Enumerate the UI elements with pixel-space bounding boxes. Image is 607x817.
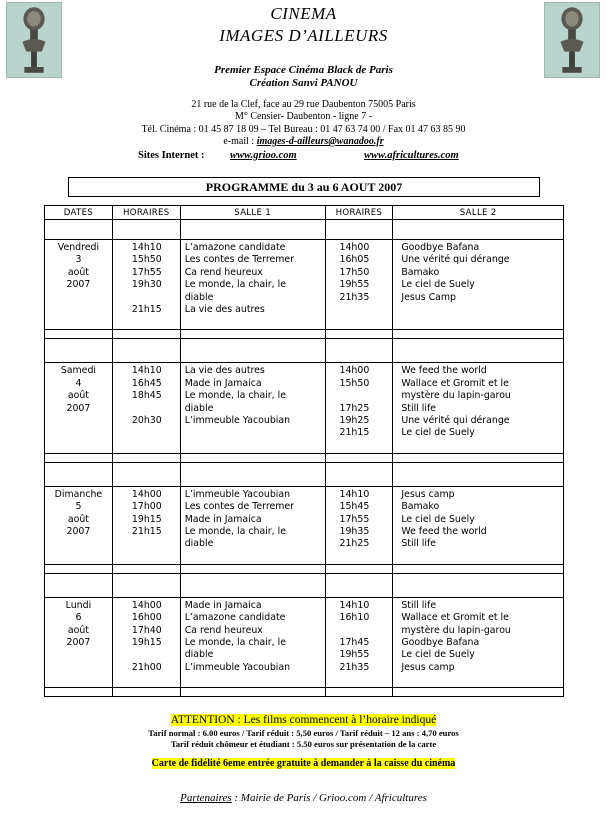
- salle2-films-line: Bamako: [401, 266, 440, 278]
- day-cell-line: août: [67, 624, 89, 636]
- salle1-times-line: 14h10: [131, 242, 162, 253]
- salle1-films-line: Made in Jamaica: [184, 513, 262, 525]
- salle1-films-line: Les contes de Terremer: [184, 254, 295, 266]
- salle2-films-line: Goodbye Bafana: [401, 242, 480, 253]
- salle2-times-line: 15h45: [339, 501, 370, 513]
- salle2-films: [393, 597, 564, 687]
- salle2-films-line: Jesus Camp: [401, 291, 456, 303]
- salle1-films-line: Made in Jamaica: [184, 599, 262, 611]
- day-cell-line: 2007: [66, 636, 91, 648]
- salle1-films-line: L’amazone candidate: [184, 242, 286, 253]
- salle1-times-line: 19h15: [131, 636, 162, 648]
- salle1-films-line: Made in Jamaica: [184, 377, 262, 389]
- salle2-times-line: [340, 304, 393, 316]
- salle2-times-line: 16h10: [339, 612, 370, 624]
- salle1-films: [180, 486, 325, 564]
- day-cell-line: 4: [75, 377, 82, 389]
- email-line: [0, 136, 607, 147]
- day-cell-line: août: [67, 513, 89, 525]
- salle1-times-line: 21h00: [131, 661, 162, 673]
- header-salle-1: SALLE 1: [180, 206, 325, 220]
- day-cell-line: Dimanche: [54, 488, 103, 500]
- salle2-films-line: Wallace et Gromit et le: [401, 377, 509, 389]
- salle1-times-line: 14h00: [131, 599, 162, 611]
- salle1-times-line: 19h15: [131, 513, 162, 525]
- salle1-times-line: 16h00: [131, 612, 162, 624]
- site-link-grioo[interactable]: www.grioo.com: [230, 150, 297, 161]
- salle1-films-line: Le monde, la chair, le: [184, 525, 286, 537]
- spacer-row: [45, 220, 564, 240]
- subtitle-creation: Création Sanvi PANOU: [249, 77, 358, 89]
- salle1-films-line: L’immeuble Yacoubian: [184, 661, 291, 673]
- email-label: e-mail :: [223, 136, 257, 147]
- salle2-films-line: Wallace et Gromit et le: [401, 612, 509, 624]
- salle1-films-line: diable: [184, 538, 214, 550]
- salle2-times-line: 21h15: [339, 427, 370, 439]
- salle2-times: [325, 240, 393, 330]
- salle1-films: [180, 363, 325, 453]
- salle1-times-line: 17h40: [131, 624, 162, 636]
- salle2-times-line: 14h00: [339, 242, 370, 253]
- salle2-times-line: 21h35: [339, 291, 370, 303]
- day-cell-line: Vendredi: [57, 242, 100, 253]
- salle2-times-line: 16h05: [339, 254, 370, 266]
- salle1-films-line: Le monde, la chair, le: [184, 279, 286, 291]
- salle1-films-line: diable: [184, 402, 214, 414]
- site-link-africultures[interactable]: www.africultures.com: [364, 150, 459, 161]
- salle1-films-line: Ca rend heureux: [184, 624, 263, 636]
- day-cell-line: août: [67, 390, 89, 402]
- salle2-times: [325, 597, 393, 687]
- day-cell-line: 2007: [66, 279, 91, 291]
- salle2-films-line: Le ciel de Suely: [401, 513, 475, 525]
- spacer-row: [45, 453, 564, 462]
- salle2-films-line: [401, 304, 563, 316]
- day-cell: [45, 597, 113, 687]
- day-cell-line: Samedi: [60, 365, 96, 377]
- salle2-films-line: mystère du lapin-garou: [401, 624, 511, 636]
- salle2-times-line: [340, 625, 393, 637]
- salle1-times-line: 14h00: [131, 488, 162, 500]
- salle1-times-line: [113, 649, 162, 661]
- day-cell-line: Lundi: [65, 599, 92, 611]
- salle1-films-line: L’immeuble Yacoubian: [184, 414, 291, 426]
- programme-table: [44, 205, 564, 697]
- salle1-times-line: 21h15: [131, 303, 162, 315]
- salle1-films-line: Le monde, la chair, le: [184, 390, 286, 402]
- salle1-times: [112, 363, 180, 453]
- salle1-films-line: diable: [184, 649, 214, 661]
- salle2-films-line: Le ciel de Suely: [401, 649, 475, 661]
- day-cell-line: 3: [75, 254, 82, 266]
- salle2-films-line: We feed the world: [401, 525, 487, 537]
- salle1-times-line: [113, 403, 162, 415]
- salle2-films-line: Still life: [401, 538, 437, 550]
- header-salle-2: SALLE 2: [393, 206, 564, 220]
- salle1-times-line: 19h30: [131, 279, 162, 291]
- day-cell-line: 2007: [66, 525, 91, 537]
- table-row: [45, 363, 564, 453]
- cinema-name: IMAGES D’AILLEURS: [219, 26, 388, 45]
- salle2-times-line: 17h50: [339, 266, 370, 278]
- table-row: [45, 597, 564, 687]
- salle2-films-line: Jesus camp: [401, 488, 455, 500]
- salle1-times-line: 15h50: [131, 254, 162, 266]
- spacer-row: [45, 564, 564, 573]
- tarif-line-2: Tarif réduit chômeur et étudiant : 5.50 euros sur présentation de la carte: [170, 739, 437, 749]
- salle1-films-line: L’amazone candidate: [184, 612, 286, 624]
- salle1-films-line: Le monde, la chair, le: [184, 636, 286, 648]
- partners-label: Partenaires: [180, 792, 232, 804]
- salle1-times-line: 20h30: [131, 414, 162, 426]
- salle2-films-line: We feed the world: [401, 365, 487, 377]
- salle2-times-line: 15h50: [339, 377, 370, 389]
- salle1-films-line: Les contes de Terremer: [184, 501, 295, 513]
- address: 21 rue de la Clef, face au 29 rue Daubenton 75005 Paris: [191, 99, 416, 110]
- salle2-times-line: 14h00: [339, 365, 370, 377]
- partners-list: : Mairie de Paris / Grioo.com / Africultures: [231, 792, 427, 804]
- day-cell-line: 6: [75, 612, 82, 624]
- day-cell-line: 5: [75, 501, 82, 513]
- salle2-films-line: Une vérité qui dérange: [401, 414, 510, 426]
- salle2-times: [325, 486, 393, 564]
- salle1-times-line: 17h00: [131, 501, 162, 513]
- salle2-times-line: 19h55: [339, 649, 370, 661]
- salle1-times: [112, 240, 180, 330]
- salle2-times-line: 17h45: [339, 636, 370, 648]
- salle2-times-line: 19h25: [339, 414, 370, 426]
- programme-title: PROGRAMME du 3 au 6 AOUT 2007: [68, 177, 540, 197]
- day-cell: [45, 240, 113, 330]
- salle2-films-line: Bamako: [401, 501, 440, 513]
- header-horaires-1: HORAIRES: [112, 206, 180, 220]
- salle2-films: [393, 240, 564, 330]
- table-row: [45, 486, 564, 564]
- spacer-row: [45, 573, 564, 597]
- day-cell: [45, 486, 113, 564]
- salle2-films-line: mystère du lapin-garou: [401, 390, 511, 402]
- metro-info: M° Censier- Daubenton - ligne 7 -: [234, 111, 373, 122]
- spacer-row: [45, 330, 564, 339]
- salle2-films-line: Une vérité qui dérange: [401, 254, 510, 266]
- tarif-line-1: Tarif normal : 6.00 euros / Tarif réduit : 5,50 euros / Tarif réduit – 12 ans : 4,70 euros: [148, 728, 459, 738]
- salle1-times: [112, 597, 180, 687]
- salle1-films-line: L’immeuble Yacoubian: [184, 488, 291, 500]
- salle2-films-line: Goodbye Bafana: [401, 636, 480, 648]
- salle2-times-line: 21h25: [339, 538, 370, 550]
- day-cell-line: 2007: [66, 402, 91, 414]
- salle1-films: [180, 240, 325, 330]
- salle2-times: [325, 363, 393, 453]
- loyalty-card-notice: Carte de fidélité 6eme entrée gratuite à demander à la caisse du cinéma: [151, 758, 456, 769]
- salle2-films-line: Le ciel de Suely: [401, 279, 475, 291]
- attention-notice: ATTENTION : Les films commencent à l’horaire indiqué: [170, 714, 437, 726]
- cinema-title: CINEMA: [270, 4, 337, 23]
- salle1-times: [112, 486, 180, 564]
- subtitle-espace: Premier Espace Cinéma Black de Paris: [214, 64, 393, 76]
- header-horaires-2: HORAIRES: [325, 206, 393, 220]
- salle2-films: [393, 363, 564, 453]
- salle1-times-line: [113, 538, 162, 550]
- salle2-times-line: 14h10: [339, 599, 370, 611]
- spacer-row: [45, 339, 564, 363]
- salle2-films-line: Jesus camp: [401, 661, 455, 673]
- table-row: [45, 240, 564, 330]
- salle2-times-line: 19h35: [339, 525, 370, 537]
- header-dates: DATES: [45, 206, 113, 220]
- salle1-times-line: 21h15: [131, 525, 162, 537]
- salle1-films-line: Ca rend heureux: [184, 266, 263, 278]
- salle2-times-line: 14h10: [339, 488, 370, 500]
- websites-line: [138, 150, 498, 161]
- salle2-films-line: Le ciel de Suely: [401, 427, 475, 439]
- salle1-times-line: 18h45: [131, 390, 162, 402]
- salle1-films: [180, 597, 325, 687]
- partners-line: [0, 792, 607, 804]
- salle2-times-line: 17h25: [339, 402, 370, 414]
- salle2-films-line: Still life: [401, 599, 437, 611]
- phone-numbers: Tél. Cinéma : 01 45 87 18 09 – Tel Bureau : 01 47 63 74 00 / Fax 01 47 63 85 90: [141, 124, 466, 135]
- spacer-row: [45, 688, 564, 697]
- sites-label: Sites Internet :: [138, 150, 205, 161]
- salle1-films-line: La vie des autres: [184, 303, 265, 315]
- day-cell-line: août: [67, 266, 89, 278]
- day-cell: [45, 363, 113, 453]
- salle1-times-line: 17h55: [131, 266, 162, 278]
- email-link[interactable]: images-d-ailleurs@wanadoo.fr: [256, 136, 384, 147]
- spacer-row: [45, 462, 564, 486]
- salle2-times-line: 19h55: [339, 279, 370, 291]
- salle2-times-line: 17h55: [339, 513, 370, 525]
- salle1-times-line: [113, 292, 162, 304]
- salle2-times-line: [340, 390, 393, 402]
- salle1-times-line: 14h10: [131, 365, 162, 377]
- salle1-films-line: La vie des autres: [184, 365, 265, 377]
- salle2-films: [393, 486, 564, 564]
- table-header-row: [45, 206, 564, 220]
- salle1-films-line: diable: [184, 291, 214, 303]
- salle2-times-line: 21h35: [339, 661, 370, 673]
- salle1-times-line: 16h45: [131, 377, 162, 389]
- salle2-films-line: Still life: [401, 402, 437, 414]
